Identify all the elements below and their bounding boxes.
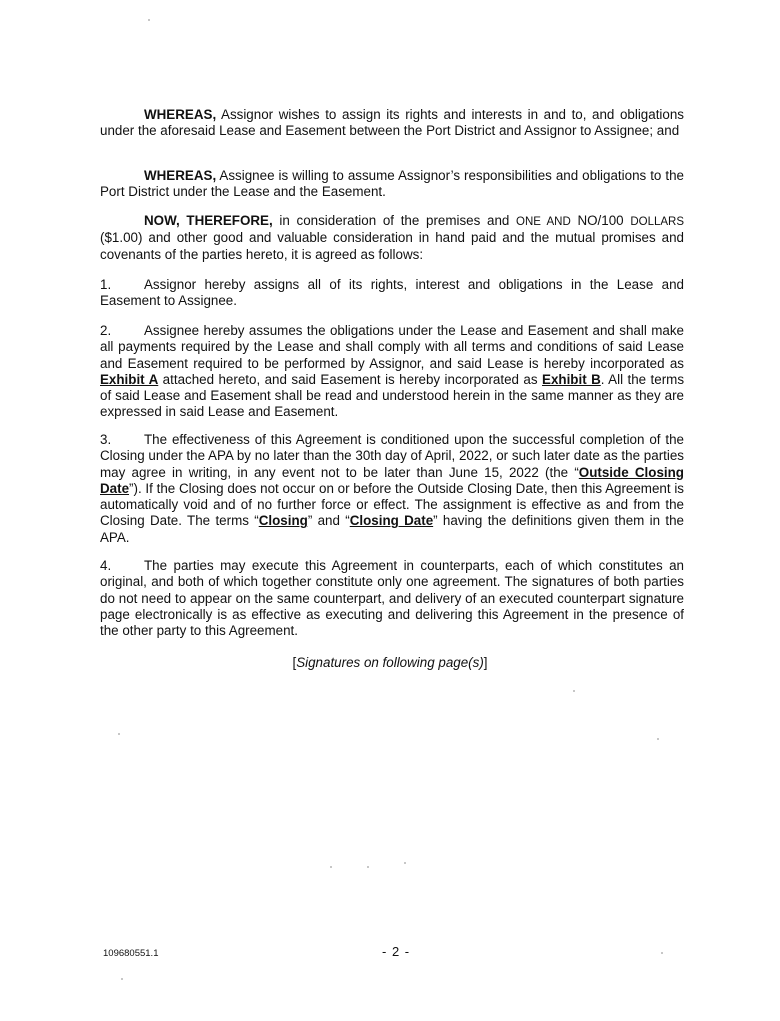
whereas-text-2: Assignee is willing to assume Assignor’s responsibilities and obligations to the Port District under the Lease and the Easement. [100,168,684,200]
section-2-text-a: Assignee hereby assumes the obligations under the Lease and Easement and shall make all payments required by the Lease and shall comply with all terms and conditions of said Lease and Easement required to be performed by Assignor, and said Lease is hereby incorporated as [100,323,684,371]
section-2-text-c: . All the terms of said Lease and Easement shall be read and understood herein in the same manner as they are expressed in said Lease and Easement. [100,371,685,420]
section-1 [100,277,684,310]
whereas-text-1: Assignor wishes to assign its rights and interests in and to, and obligations under the aforesaid Lease and Easement between the Port District and Assignor to Assignee; and [100,107,684,139]
scan-speck [657,738,659,740]
closing-term: Closing [258,513,308,529]
scan-speck [118,733,120,735]
signatures-note-text: Signatures on following page(s) [296,655,484,670]
scan-speck [573,690,575,692]
signatures-note-open-bracket: [ [292,655,297,670]
whereas-paragraph-1 [100,107,684,140]
section-1-number: 1. [100,277,112,292]
now-therefore-one-and: ONE AND [516,216,571,228]
scan-speck [367,866,369,868]
now-therefore-text-a: in consideration of the premises and [272,213,517,228]
section-4-number: 4. [100,558,112,573]
section-2 [100,323,684,421]
document-number: 109680551.1 [103,948,159,959]
section-2-number: 2. [100,323,112,338]
now-therefore-text-b: NO/100 [570,213,631,228]
section-1-text: Assignor hereby assigns all of its rights, interest and obligations in the Lease and Easement to Assignee. [100,277,684,309]
now-therefore-dollars: DOLLARS [630,216,684,228]
section-2-text-b: attached hereto, and said Easement is hereby incorporated as [158,371,543,387]
section-3-text-c: ” and “ [307,513,350,529]
section-3-number: 3. [100,432,112,447]
page-number: - 2 - [382,944,411,959]
signatures-note [0,655,780,670]
closing-date-term: Closing Date [349,513,434,529]
scan-speck [661,952,663,954]
whereas-paragraph-2 [100,168,684,201]
section-4-text: The parties may execute this Agreement in counterparts, each of which constitutes an original, and both of which together constitute only one agreement. The signatures of both parties do not need to appear on the same counterpart, and delivery of an executed counterpart signature page electronically is as effective as executing and delivering this Agreement in the presence of the other party to this Agreement. [100,558,684,639]
section-3 [100,432,684,546]
scan-speck [404,862,406,864]
section-3-text-b: ”). If the Closing does not occur on or before the Outside Closing Date, then this Agreement is automatically void and of no further force or effect. The assignment is effective as and from the Closing Date. The terms “ [100,480,684,529]
signatures-note-close-bracket: ] [483,655,488,670]
exhibit-b-reference: Exhibit B [542,371,601,387]
section-4 [100,558,684,639]
scan-speck [121,978,123,980]
now-therefore-lead: NOW, THEREFORE, [144,213,273,228]
whereas-lead-2: WHEREAS, [144,168,217,183]
now-therefore-text-c: ($1.00) and other good and valuable consideration in hand paid and the mutual promises and covenants of the parties hereto, it is agreed as follows: [100,230,684,262]
section-3-text-d: ” having the definitions given them in the APA. [100,513,684,545]
whereas-lead-1: WHEREAS, [144,107,217,122]
section-3-text-a: The effectiveness of this Agreement is conditioned upon the successful completion of the Closing under the APA by no later than the 30th day of April, 2022, or such later date as the parties may agree in writing, in any event not to be later than June 15, 2022 (the “ [100,432,684,480]
scan-speck [148,19,150,21]
scan-speck [330,866,332,868]
exhibit-a-reference: Exhibit A [100,371,159,387]
now-therefore-paragraph [100,213,684,263]
outside-closing-date-term: Outside Closing Date [100,464,684,496]
